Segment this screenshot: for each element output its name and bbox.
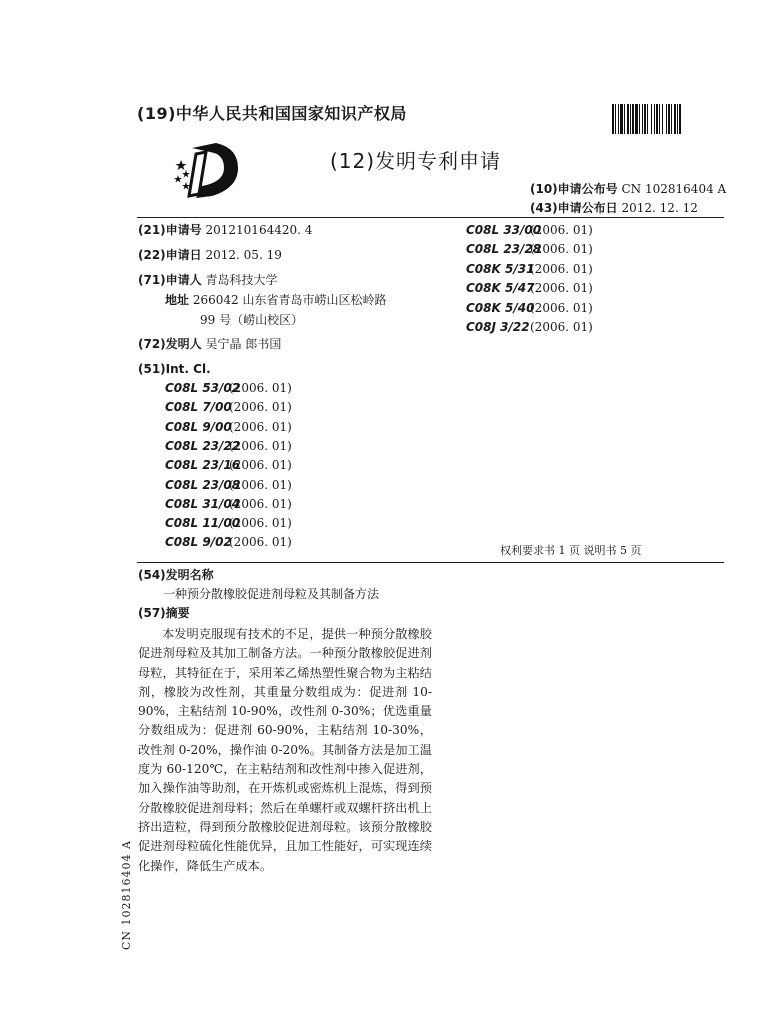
inventor-names: 吴宁晶 郎书国	[205, 337, 282, 351]
ipc-code: C08L 53/02	[165, 381, 241, 395]
ipc-code: C08K 5/47	[466, 281, 535, 296]
ipc-entry	[165, 535, 292, 549]
ipc-version: (2006. 01)	[229, 496, 292, 511]
ipc-entry	[466, 281, 593, 295]
app-date-value: 2012. 05. 19	[205, 248, 282, 262]
ipc-version: (2006. 01)	[229, 400, 292, 415]
cnipa-logo	[172, 142, 242, 198]
ipc-version: (2006. 01)	[530, 223, 593, 237]
ipc-entry	[466, 242, 593, 256]
ipc-version: (2006. 01)	[229, 419, 292, 434]
page-count: 权利要求书 1 页 说明书 5 页	[500, 544, 642, 557]
pub-date-label: (43)申请公布日	[530, 201, 618, 215]
address-line2: 99 号（崂山校区）	[200, 313, 304, 327]
ipc-code: C08L 9/02	[165, 535, 232, 550]
intcl-label: (51)Int. Cl.	[138, 362, 211, 376]
side-publication-number: CN 102816404 A	[120, 840, 133, 950]
application-date	[138, 248, 282, 262]
ipc-entry	[466, 320, 593, 334]
app-no-label: (21)申请号	[138, 223, 202, 237]
ipc-entry	[165, 420, 292, 434]
title-label: (54)发明名称	[138, 568, 214, 582]
abstract-label: (57)摘要	[138, 606, 190, 620]
app-date-label: (22)申请日	[138, 248, 202, 262]
ipc-entry	[165, 478, 292, 492]
ipc-entry	[466, 262, 593, 276]
address	[165, 293, 386, 307]
ipc-entry	[165, 497, 292, 511]
ipc-version: (2006. 01)	[229, 477, 292, 492]
publication-date	[530, 201, 698, 215]
ipc-entry	[466, 301, 593, 315]
pub-date-value: 2012. 12. 12	[621, 201, 698, 215]
ipc-version: (2006. 01)	[229, 381, 292, 395]
ipc-code: C08L 11/00	[165, 516, 241, 531]
ipc-code: C08L 23/22	[165, 438, 241, 453]
address-line1: 266042 山东省青岛市崂山区松岭路	[192, 293, 387, 307]
ipc-code: C08L 33/00	[466, 223, 542, 237]
ipc-version: (2006. 01)	[530, 320, 593, 334]
document-type: (12)发明专利申请	[330, 149, 502, 173]
inventor-label: (72)发明人	[138, 337, 202, 351]
ipc-entry	[165, 458, 292, 472]
ipc-code: C08L 23/28	[466, 242, 542, 257]
abstract-text: 本发明克服现有技术的不足，提供一种预分散橡胶促进剂母粒及其加工制备方法。一种预分散橡胶促进剂母粒，其特征在于，采用苯乙烯热塑性聚合物为主粘结剂，橡胶为改性剂，其重量分数组成为：促进剂 10-90%，主粘结剂 10-90%，改性剂 0-30%；优选重量分数组成为：促进剂 60-90%，主粘结剂 10-30%，改性剂 0-20%，操作油 0-20%。其制备方法是加工温度为 60-120℃，在主粘结剂和改性剂中掺入促进剂，加入操作油等助剂，在开炼机或密炼机上混炼，得到预分散橡胶促进剂母料；然后在单螺杆或双螺杆挤出机上挤出造粒，得到预分散橡胶促进剂母粒。该预分散橡胶促进剂母粒硫化性能优异，且加工性能好，可实现连续化操作，降低生产成本。	[138, 627, 432, 873]
ipc-version: (2006. 01)	[530, 300, 593, 315]
invention-title: 一种预分散橡胶促进剂母粒及其制备方法	[163, 587, 380, 601]
ipc-code: C08L 31/04	[165, 496, 241, 511]
ipc-code: C08K 5/31	[466, 261, 535, 276]
ipc-entry	[165, 516, 292, 530]
applicant-label: (71)申请人	[138, 273, 202, 287]
office-name: (19)中华人民共和国国家知识产权局	[137, 104, 407, 123]
ipc-version: (2006. 01)	[530, 242, 593, 257]
ipc-code: C08L 23/16	[165, 458, 241, 473]
ipc-code: C08J 3/22	[466, 320, 530, 334]
abstract-body	[138, 625, 432, 876]
ipc-version: (2006. 01)	[530, 281, 593, 296]
ipc-version: (2006. 01)	[530, 261, 593, 276]
applicant	[138, 273, 278, 287]
ipc-entry	[165, 439, 292, 453]
ipc-code: C08L 7/00	[165, 400, 232, 415]
ipc-version: (2006. 01)	[229, 535, 292, 550]
ipc-version: (2006. 01)	[229, 516, 292, 531]
ipc-entry	[165, 381, 292, 395]
pub-no-value: CN 102816404 A	[621, 182, 727, 196]
divider-bottom	[137, 562, 724, 563]
application-number	[138, 223, 312, 237]
ipc-code: C08L 9/00	[165, 419, 232, 434]
publication-number	[530, 182, 726, 196]
applicant-value: 青岛科技大学	[205, 273, 278, 287]
address-label: 地址	[165, 293, 190, 307]
divider-top	[137, 217, 724, 218]
inventors	[138, 337, 281, 351]
ipc-version: (2006. 01)	[229, 458, 292, 473]
app-no-value: 201210164420. 4	[205, 223, 313, 237]
barcode	[612, 104, 724, 134]
pub-no-label: (10)申请公布号	[530, 182, 618, 196]
ipc-entry	[466, 223, 593, 237]
ipc-version: (2006. 01)	[229, 438, 292, 453]
ipc-code: C08K 5/40	[466, 300, 535, 315]
ipc-code: C08L 23/08	[165, 477, 241, 492]
ipc-entry	[165, 400, 292, 414]
